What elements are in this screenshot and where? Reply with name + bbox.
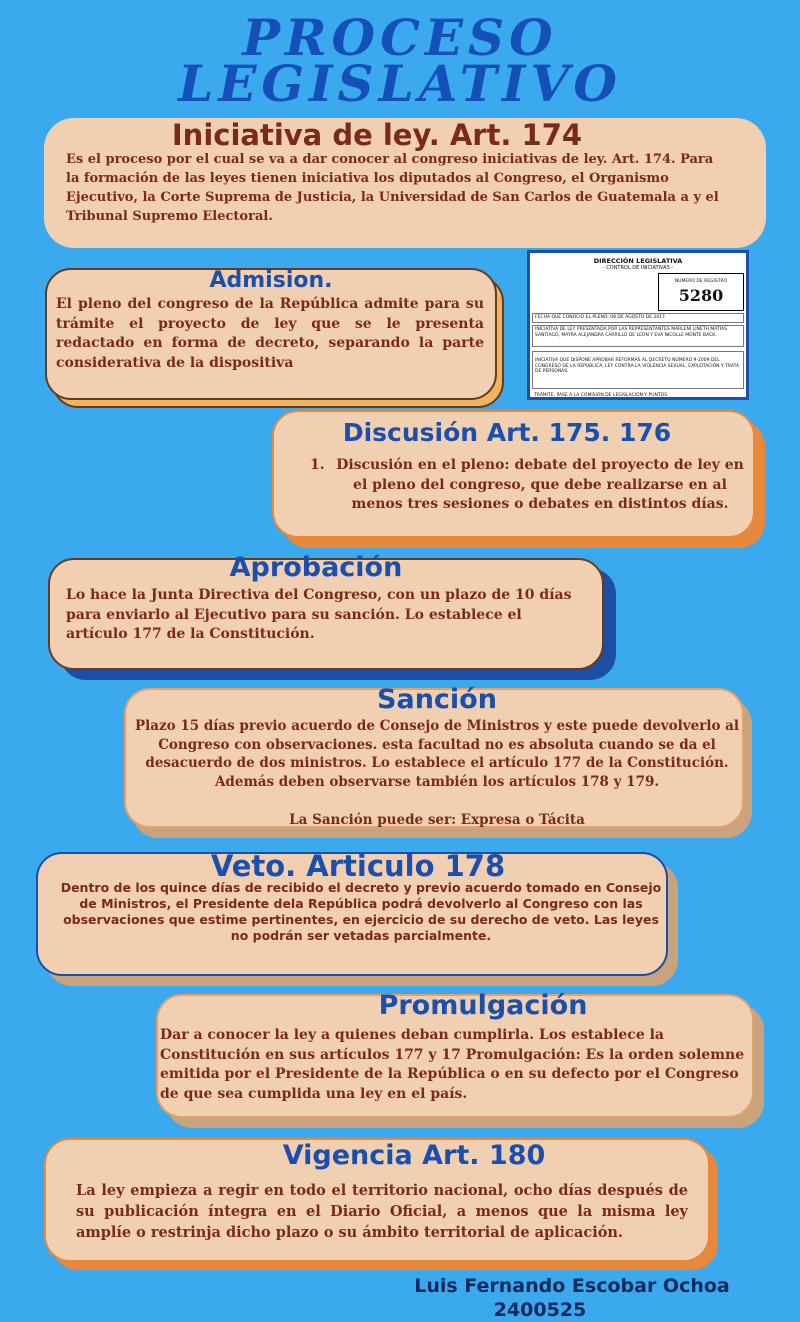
discusion-heading: Discusión Art. 175. 176 (342, 418, 672, 447)
discusion-text: Discusión en el pleno: debate del proyecto de ley en el pleno del congreso, que debe realizarse en al menos tres sesiones o debates en distintos días. (336, 457, 744, 512)
sancion-type-text: La Sanción puede ser: Expresa o Tácita (289, 812, 585, 828)
vigencia-text: La ley empieza a regir en todo el territorio nacional, ocho días después de su publicación íntegra en el Diario Oficial, a menos que la misma ley amplíe o restrinja dicho plazo o su ámbito territorial de aplicación. (76, 1182, 688, 1241)
document-title: DIRECCIÓN LEGISLATIVA (593, 257, 683, 265)
aprobacion-heading: Aprobación (229, 552, 403, 583)
promulgacion-text: Dar a conocer la ley a quienes deban cumplirla. Los establece la Constitución en sus artículos 177 y 17 Promulgación: Es la orden solemne emitida por el Presidente de la República o en su defecto por el Congreso de que sea cumplida una ley en el país. (160, 1027, 745, 1102)
registration-number: 5280 (678, 286, 724, 305)
vigencia-heading: Vigencia Art. 180 (282, 1140, 546, 1171)
poster-title-line1: PROCESO (242, 8, 558, 67)
document-row-date: FECHA QUE CONOCIÓ EL PLENO: 09 DE AGOSTO DE 2017. (532, 313, 744, 323)
admision-text: El pleno del congreso de la República admite para su trámite el proyecto de ley que se le presenta redactado en forma de decreto, separando la parte considerativa de la dispositiva (56, 296, 484, 371)
poster-title-line2: LEGISLATIVO (178, 54, 622, 113)
document-subtitle: - CONTROL DE INICIATIVAS - (602, 265, 674, 271)
discusion-item-number: 1. (310, 457, 325, 473)
author-id: 2400525 (493, 1299, 587, 1321)
veto-text: Dentro de los quince días de recibido el decreto y previo acuerdo tomado en Consejo de Ministros, el Presidente dela República podrá devolverlo al Congreso con las observaciones que estime pertinentes, en ejercicio de su derecho de veto. Las leyes no podrán ser vetadas parcialmente. (60, 880, 662, 943)
sancion-text: Plazo 15 días previo acuerdo de Consejo de Ministros y este puede devolverlo al Congreso con observaciones. esta facultad no es absoluta cuando se da el desacuerdo de dos ministros. Lo establece el artículo 177 de la Constitución. Además deben observarse también los artículos 178 y 179. (134, 718, 740, 790)
iniciativa-control-document (527, 250, 749, 400)
registration-box (658, 273, 744, 311)
author-name: Luis Fernando Escobar Ochoa (414, 1275, 730, 1297)
promulgacion-heading: Promulgación (378, 990, 588, 1021)
admision-heading: Admision. (209, 268, 333, 293)
document-row-tramite: TRÁMITE: PASE A LA COMISIÓN DE LEGISLACIÓN Y PUNTOS (534, 393, 668, 398)
aprobacion-text: Lo hace la Junta Directiva del Congreso, con un plazo de 10 días para enviarlo al Ejecutivo para su sanción. Lo establece el artículo 177 de la Constitución. (66, 587, 572, 642)
sancion-heading: Sanción (377, 684, 497, 715)
veto-heading: Veto. Articulo 178 (210, 849, 506, 883)
document-row-description: INICIATIVA QUE DISPONE APROBAR REFORMAS AL DECRETO NÚMERO 9-2009 DEL CONGRESO DE LA REPÚBLICA, LEY CONTRA LA VIOLENCIA SEXUAL, EXPLOTACIÓN Y TRATA DE PERSONAS. (532, 351, 744, 389)
registration-label: NUMERO DE REGISTRO (674, 279, 728, 284)
document-row-presented: INICIATIVA DE LEY PRESENTADA POR LAS REPRESENTANTES MARLENI LINETH MATÍAS SANTIAGO, MAYRA ALEJANDRA CARRILLO DE LEÓN Y EVA NICOLLE MONTE BACK. (532, 325, 744, 347)
iniciativa-text: Es el proceso por el cual se va a dar conocer al congreso iniciativas de ley. Art. 174. Para la formación de las leyes tienen iniciativa los diputados al Congreso, el Organismo Ejecutivo, la Corte Suprema de Justicia, la Universidad de San Carlos de Guatemala a y el Tribunal Supremo Electoral. (66, 152, 719, 224)
iniciativa-heading: Iniciativa de ley. Art. 174 (171, 118, 583, 152)
